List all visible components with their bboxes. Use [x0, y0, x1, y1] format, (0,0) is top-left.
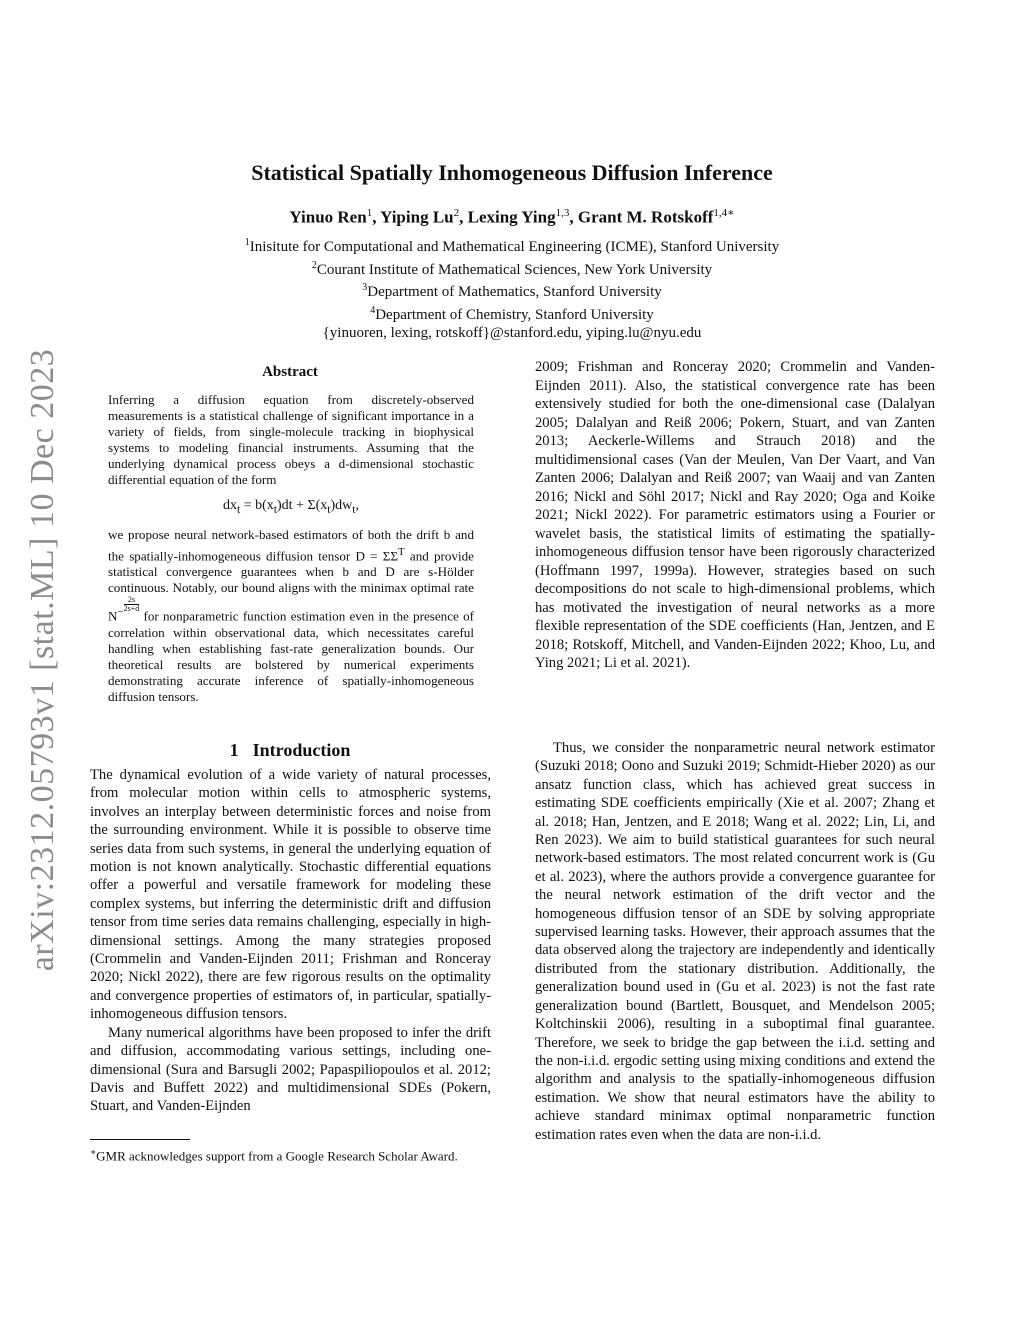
- right-column-top: [535, 358, 935, 673]
- abstract-body: [108, 392, 474, 705]
- author-affil-mark: 2: [453, 207, 460, 219]
- rate-exponent: − 2s 2s+d: [117, 595, 140, 619]
- intro-paragraph: The dynamical evolution of a wide variety of natural processes, from molecular motion within cells to atmospheric systems, involves an interplay between deterministic forces and noise from the surrounding environment. While it is possible to observe time series data from such systems, in general the underlying equation of motion is not known analytically. Stochastic differential equations offer a powerful and versatile framework for modeling these complex systems, but inferring the deterministic drift and diffusion tensor from time series data remains challenging, especially in high-dimensional settings. Among the many strategies proposed (Crommelin and Vanden-Eijnden 2011; Frishman and Ronceray 2020; Nickl 2022), there are few rigorous results on the optimality and convergence properties of estimators of, in particular, spatially-inhomogeneous diffusion tensors.: [90, 767, 491, 1023]
- abstract-paragraph: we propose neural network-based estimators of both the drift b and the spatially-inhomogeneous diffusion tensor $D = \Sigma\Sigma^T$ and provide statistical convergence guarantees when b and D are s-Hölder continuous. Notably, our bound aligns with the minimax optimal rate $N^{- \frac{2s}{2s+d}}$ for nonparametric function estimation even in the presence of correlation within observational data, which necessitates careful handling when establishing fast-rate generalization bounds. Our theoretical results are bolstered by numerical experiments demonstrating accurate inference of spatially-inhomogeneous diffusion tensors.: [108, 527, 474, 705]
- intro-paragraph: Many numerical algorithms have been proposed to infer the drift and diffusion, accommodating various settings, including one-dimensional (Sura and Barsugli 2002; Papaspiliopoulos et al. 2012; Davis and Buffett 2022) and multidimensional SDEs (Pokern, Stuart, and Vanden-Eijnden: [90, 1024, 491, 1115]
- affiliation-list: [0, 234, 1024, 343]
- abstract-heading: Abstract: [262, 364, 318, 380]
- section-heading: 1 Introduction: [229, 740, 351, 760]
- affiliation: $^4$Department of Chemistry, Stanford University: [370, 304, 654, 323]
- sde-equation: $dx_t = b(x_t)dt + \Sigma(x_t)dw_t$,: [222, 497, 360, 516]
- footnote: ∗GMR acknowledges support from a Google Research Scholar Award.: [90, 1147, 458, 1164]
- footnote-divider: [90, 1139, 190, 1140]
- introduction-body: [90, 766, 491, 1116]
- body-paragraph: Thus, we consider the nonparametric neural network estimator (Suzuki 2018; Oono and Suzuki 2019; Schmidt-Hieber 2020) as our ansatz function class, which has achieved great success in estimating SDE coefficients empirically (Xie et al. 2007; Zhang et al. 2018; Han, Jentzen, and E 2018; Wang et al. 2022; Lin, Li, and Ren 2023). We aim to build statistical guarantees for such neural network-based estimators. The most related concurrent work is (Gu et al. 2023), where the authors provide a convergence guarantee for the neural network estimation of the drift vector and the homogeneous diffusion tensor of an SDE by solving appropriate supervised learning tasks. However, their approach assumes that the data observed along the trajectory are independently and identically distributed from the stationary distribution. Additionally, the generalization bound used in (Gu et al. 2023) is not the fast rate generalization bound (Bartlett, Bousquet, and Mendelson 2005; Koltchinskii 2006), resulting in a suboptimal final guarantee. Therefore, we seek to bridge the gap between the i.i.d. setting and the non-i.i.d. ergodic setting using mixing conditions and extend the algorithm and analysis to the spatially-inhomogeneous diffusion estimation. We show that neural estimators have the ability to achieve standard minimax optimal nonparametric function estimation rates even when the data are non-i.i.d.: [535, 740, 935, 1143]
- author-name: Grant M. Rotskoff: [577, 207, 714, 227]
- affiliation: $^1$Inisitute for Computational and Mathematical Engineering (ICME), Stanford University: [244, 237, 780, 255]
- author-affil-mark: 1,3: [555, 207, 570, 219]
- affiliation: $^2$Courant Institute of Mathematical Sciences, New York University: [311, 259, 713, 278]
- right-column-bottom: [535, 739, 935, 1144]
- author-emails: {yinuoren, lexing, rotskoff}@stanford.edu, yiping.lu@nyu.edu: [322, 325, 702, 341]
- paper-title: Statistical Spatially Inhomogeneous Diffusion Inference: [251, 160, 773, 185]
- author-affil-mark: 1: [366, 207, 373, 219]
- abstract-paragraph: Inferring a diffusion equation from discretely-observed measurements is a statistical challenge of significant importance in a variety of fields, from single-molecule tracking in biophysical systems to modeling financial instruments. Assuming that the underlying dynamical process obeys a d-dimensional stochastic differential equation of the form: [108, 392, 474, 488]
- author-list: Yinuo Ren$^1$, Yiping Lu$^2$, Lexing Ying$^{1,3}$, Grant M. Rotskoff$^{1,4∗}$: [289, 207, 735, 227]
- author-name: Lexing Ying: [467, 207, 556, 227]
- body-paragraph: 2009; Frishman and Ronceray 2020; Crommelin and Vanden-Eijnden 2011). Also, the statistical convergence rate has been extensively studied for both the one-dimensional case (Dalalyan 2005; Dalalyan and Reiß 2006; Pokern, Stuart, and van Zanten 2013; Aeckerle-Willems and Strauch 2018) and the multidimensional cases (Van der Meulen, Van Der Vaart, and Van Zanten 2006; Dalalyan and Reiß 2007; van Waaij and van Zanten 2016; Nickl and Söhl 2017; Nickl and Ray 2020; Oga and Koike 2021; Nickl 2022). For parametric estimators using a Fourier or wavelet basis, the statistical limits of estimating the spatially-inhomogeneous diffusion tensor have been rigorously characterized (Hoffmann 1997, 1999a). However, strategies based on such decompositions do not scale to high-dimensional problems, which has motivated the investigation of neural networks as a more flexible representation of the SDE coefficients (Han, Jentzen, and E 2018; Rotskoff, Mitchell, and Vanden-Eijnden 2022; Khoo, Lu, and Ying 2021; Li et al. 2021).: [535, 359, 935, 671]
- author-name: Yiping Lu: [380, 207, 454, 227]
- author-name: Yinuo Ren: [289, 207, 367, 227]
- arxiv-identifier: arXiv:2312.05793v1 [stat.ML] 10 Dec 2023: [24, 348, 61, 972]
- affiliation: $^3$Department of Mathematics, Stanford University: [362, 282, 662, 300]
- author-affil-mark: 1,4∗: [713, 207, 735, 219]
